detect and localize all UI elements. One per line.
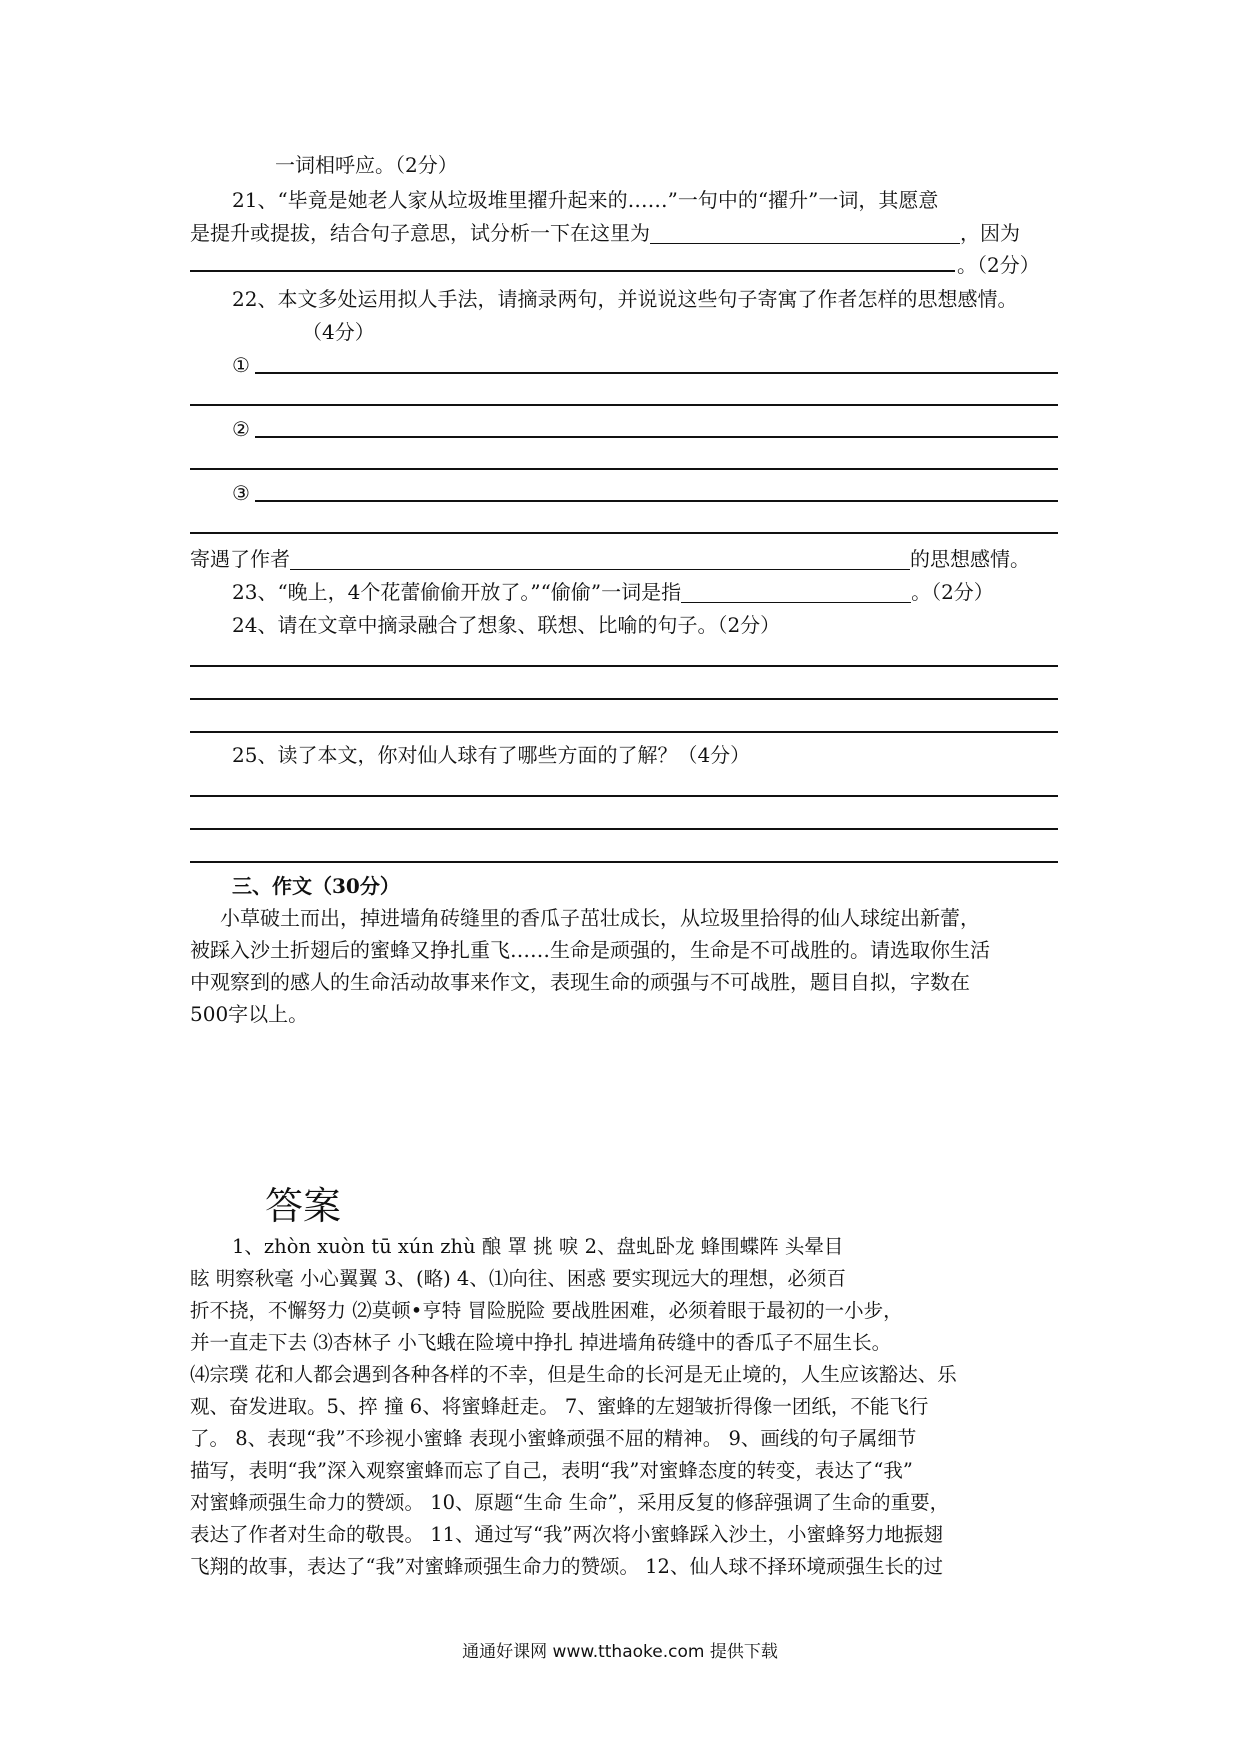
q23 xyxy=(232,577,994,607)
q22-item-2-blank-2[interactable] xyxy=(190,468,1058,470)
q22-item-1-blank[interactable] xyxy=(255,372,1058,374)
q24-answer-line-1[interactable] xyxy=(190,665,1058,667)
answers-title: 答案 xyxy=(265,1184,342,1228)
section3-line-4: 500字以上。 xyxy=(190,1002,309,1026)
q22-tail-end: 的思想感情。 xyxy=(910,547,1030,571)
q22-item-3-blank[interactable] xyxy=(255,500,1058,502)
q22-line2: （4分） xyxy=(302,320,375,344)
section3-line-2: 被踩入沙土折翅后的蜜蜂又挣扎重飞……生命是顽强的，生命是不可战胜的。请选取你生活 xyxy=(190,938,990,962)
answer-line: 描写，表明“我”深入观察蜜蜂而忘了自己，表明“我”对蜜蜂态度的转变，表达了“我” xyxy=(190,1459,913,1482)
answer-line: 并一直走下去 ⑶杏林子 小飞蛾在险境中挣扎 掉进墙角砖缝中的香瓜子不屈生长。 xyxy=(190,1331,892,1354)
q24-answer-line-2[interactable] xyxy=(190,698,1058,700)
q23-answer-blank[interactable] xyxy=(681,580,911,603)
q23-text: 23、“晚上，4个花蕾偷偷开放了。”“偷偷”一词是指 xyxy=(232,580,682,604)
q21-line2 xyxy=(190,218,1020,248)
q21-answer-blank-1[interactable] xyxy=(650,221,960,244)
answer-line: 了。 8、表现“我”不珍视小蜜蜂 表现小蜜蜂顽强不屈的精神。 9、画线的句子属细节 xyxy=(190,1427,917,1450)
q21-answer-blank-2[interactable] xyxy=(190,270,955,272)
q21-line2-text: 是提升或提拔，结合句子意思，试分析一下在这里为 xyxy=(190,221,650,245)
q22-tail-text: 寄遇了作者 xyxy=(190,547,290,571)
q25-answer-line-3[interactable] xyxy=(190,861,1058,863)
q25-answer-line-2[interactable] xyxy=(190,828,1058,830)
q25-answer-line-1[interactable] xyxy=(190,795,1058,797)
answer-line: 折不挠，不懈努力 ⑵莫顿•亨特 冒险脱险 要战胜困难，必须着眼于最初的一小步， xyxy=(190,1299,903,1322)
q22-item-3-blank-2[interactable] xyxy=(190,532,1058,534)
q24-answer-line-3[interactable] xyxy=(190,731,1058,733)
q23-tail: 。（2分） xyxy=(911,580,994,604)
q22-item-1-blank-2[interactable] xyxy=(190,404,1058,406)
answer-line: 1、zhòn xuòn tū xún zhù 酿 罩 挑 唳 2、盘虬卧龙 蜂围蝶阵 头晕目 xyxy=(232,1235,844,1258)
q21-line1: 21、“毕竟是她老人家从垃圾堆里擢升起来的……”一句中的“擢升”一词，其愿意 xyxy=(232,188,939,212)
answer-line: ⑷宗璞 花和人都会遇到各种各样的不幸，但是生命的长河是无止境的，人生应该豁达、乐 xyxy=(190,1363,957,1386)
section3-line-3: 中观察到的感人的生命活动故事来作文，表现生命的顽强与不可战胜，题目自拟，字数在 xyxy=(190,970,970,994)
section3-line-1: 小草破土而出，掉进墙角砖缝里的香瓜子茁壮成长，从垃圾里拾得的仙人球绽出新蕾， xyxy=(220,906,980,930)
q22-item-3-marker: ③ xyxy=(232,481,250,505)
q21-line3-end: 。（2分） xyxy=(957,253,1040,277)
q22-item-1-marker: ① xyxy=(232,353,250,377)
section3-title: 三、作文（30分） xyxy=(232,874,400,898)
q21-line2-tail: ，因为 xyxy=(960,221,1020,245)
answer-line: 眩 明察秋毫 小心翼翼 3、(略) 4、⑴向往、困惑 要实现远大的理想，必须百 xyxy=(190,1267,847,1290)
answer-line: 飞翔的故事，表达了“我”对蜜蜂顽强生命力的赞颂。 12、仙人球不择环境顽强生长的过 xyxy=(190,1555,943,1578)
page-footer: 通通好课网 www.tthaoke.com 提供下载 xyxy=(462,1642,778,1662)
q25: 25、读了本文，你对仙人球有了哪些方面的了解？（4分） xyxy=(232,743,751,767)
answer-line: 表达了作者对生命的敬畏。 11、通过写“我”两次将小蜜蜂踩入沙土，小蜜蜂努力地振翅 xyxy=(190,1523,943,1546)
q22-item-2-marker: ② xyxy=(232,417,250,441)
q22-tail xyxy=(190,544,1030,574)
answer-line: 观、奋发进取。5、捽 撞 6、将蜜蜂赶走。 7、蜜蜂的左翅皱折得像一团纸，不能飞行 xyxy=(190,1395,929,1418)
q22-feeling-blank[interactable] xyxy=(290,547,910,570)
q22-item-2-blank[interactable] xyxy=(255,436,1058,438)
q24: 24、请在文章中摘录融合了想象、联想、比喻的句子。（2分） xyxy=(232,613,781,637)
q22-line1: 22、本文多处运用拟人手法，请摘录两句，并说说这些句子寄寓了作者怎样的思想感情。 xyxy=(232,287,1018,311)
answer-line: 对蜜蜂顽强生命力的赞颂。 10、原题“生命 生命”，采用反复的修辞强调了生命的重要， xyxy=(190,1491,950,1514)
q20-tail: 一词相呼应。（2分） xyxy=(275,153,458,177)
